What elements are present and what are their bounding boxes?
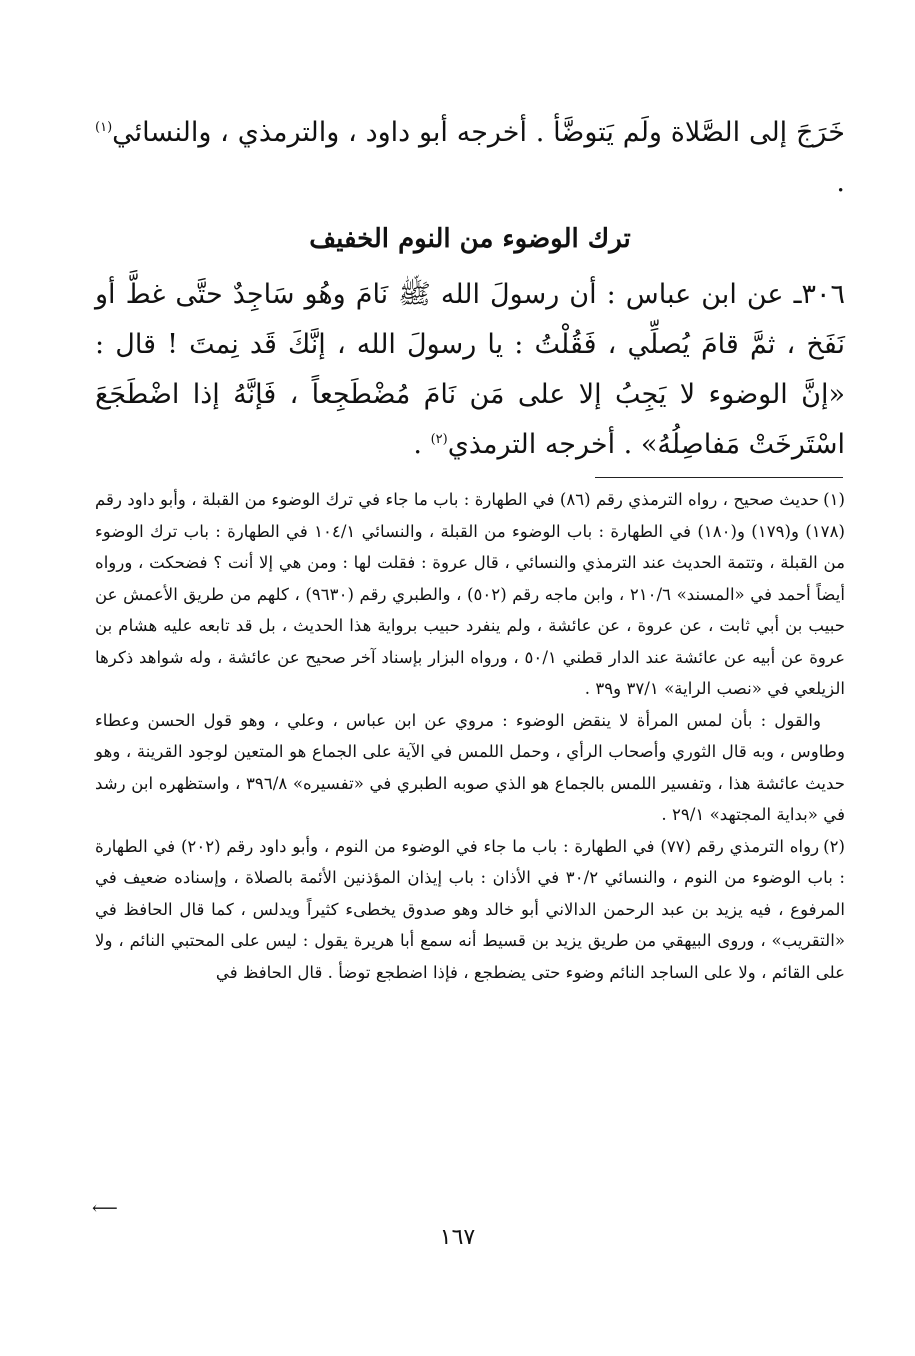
page-number: ١٦٧ <box>439 1225 476 1250</box>
hadith-number: ٣٠٦ـ <box>793 279 845 310</box>
main-text <box>95 108 845 470</box>
footnote-1 <box>95 484 845 705</box>
continuation-arrow-icon: ⟵ <box>92 1198 118 1219</box>
footnote-2 <box>95 831 845 989</box>
hadith-paragraph: ٣٠٦ـ عن ابن عباس : أن رسولَ الله ﷺ نَامَ وهُو سَاجِدٌ حتَّى غطَّ أو نَفَخ ، ثمَّ قامَ يُصلِّي ، فَقُلْتُ : يا رسولَ الله ، إنَّكَ قَد نِمتَ ! قال : «إنَّ الوضوء لا يَجِبُ إلا على مَن نَامَ مُضْطَجِعاً ، فَإنَّهُ إذا اضْطَجَعَ اسْتَرخَتْ مَفاصِلُهُ» . أخرجه الترمذي$^{(٢)}$ . <box>95 279 845 460</box>
footnote-1-paragraph: والقول : بأن لمس المرأة لا ينقض الوضوء : مروي عن ابن عباس ، وعلي ، وهو قول الحسن وعطاء وطاوس ، وبه قال الثوري وأصحاب الرأي ، وحمل اللمس في الآية على الجماع هو المتعين لوجود القرينة ، وهو حديث عائشة هذا ، وتفسير اللمس بالجماع هو الذي صوبه الطبري في «تفسيره» ٣٩٦/٨ ، واستظهره ابن رشد في «بداية المجتهد» ٢٩/١ . <box>95 710 845 824</box>
footnotes <box>95 484 845 988</box>
continuation-line: خَرَجَ إلى الصَّلاة ولَم يَتوضَّأ . أخرجه أبو داود ، والترمذي ، والنسائي$^{(١)}$ . <box>95 117 845 198</box>
hadith-text: عن ابن عباس : أن رسولَ الله ﷺ نَامَ وهُو سَاجِدٌ حتَّى غطَّ أو نَفَخ ، ثمَّ قامَ يُصلِّي ، فَقُلْتُ : يا رسولَ الله ، إنَّكَ قَد نِمتَ ! قال : «إنَّ الوضوء لا يَجِبُ إلا على مَن نَامَ مُضْطَجِعاً ، فَإنَّهُ إذا اضْطَجَعَ اسْتَرخَتْ مَفاصِلُهُ» . أخرجه الترمذي <box>95 279 845 460</box>
footnote-text: حديث صحيح ، رواه الترمذي رقم (٨٦) في الطهارة : باب ما جاء في ترك الوضوء من القبلة ، وأبو داود رقم (١٧٨) و(١٧٩) و(١٨٠) في الطهارة : باب الوضوء من القبلة ، والنسائي ١٠٤/١ في الطهارة : باب ترك الوضوء من القبلة ، وتتمة الحديث عند الترمذي والنسائي ، قال عروة : فقلت لها : ومن هي إلا أنت ؟ فضحكت ، ورواه أيضاً أحمد في «المسند» ٢١٠/٦ ، وابن ماجه رقم (٥٠٢) ، والطبري رقم (٩٦٣٠) ، كلهم من طريق الأعمش عن حبيب بن أبي ثابت ، عن عروة ، عن عائشة ، ولم ينفرد حبيب برواية هذا الحديث ، بل قد تابعه عليه هشام بن عروة عن أبيه عن عائشة عند الدار قطني ٥٠/١ ، ورواه البزار بإسناد آخر صحيح عن عائشة ، وله شواهد ذكرها الزيلعي في «نصب الراية» ٣٧/١ و٣٩ . <box>95 490 846 698</box>
footnote-number: (١) <box>823 490 845 509</box>
footnote-ref-1: (١) <box>95 120 113 135</box>
section-heading: ترك الوضوء من النوم الخفيف <box>309 224 631 254</box>
continuation-text: خَرَجَ إلى الصَّلاة ولَم يَتوضَّأ . أخرجه أبو داود ، والترمذي ، والنسائي <box>112 117 845 148</box>
footnote-separator <box>595 477 843 478</box>
footnote-number: (٢) <box>823 836 845 856</box>
footnote-text: رواه الترمذي رقم (٧٧) في الطهارة : باب ما جاء في الوضوء من النوم ، وأبو داود رقم (٢٠٢) في الطهارة : باب الوضوء من النوم ، والنسائي ٣٠/٢ في الأذان : باب إيذان المؤذنين الأئمة بالصلاة ، وإسناده ضعيف في المرفوع ، فيه يزيد بن عبد الرحمن الدالاني أبو خالد وهو صدوق يخطىء كثيراً ويدلس ، كما قال الحافظ في «التقريب» ، وروى البيهقي من طريق يزيد بن قسيط أنه سمع أبا هريرة يقول : ليس على المحتبي النائم ، ولا على القائم ، ولا على الساجد النائم وضوء حتى يضطجع ، فإذا اضطجع توضأ . قال الحافظ في <box>95 836 846 982</box>
footnote-ref-2: (٢) <box>430 432 448 447</box>
